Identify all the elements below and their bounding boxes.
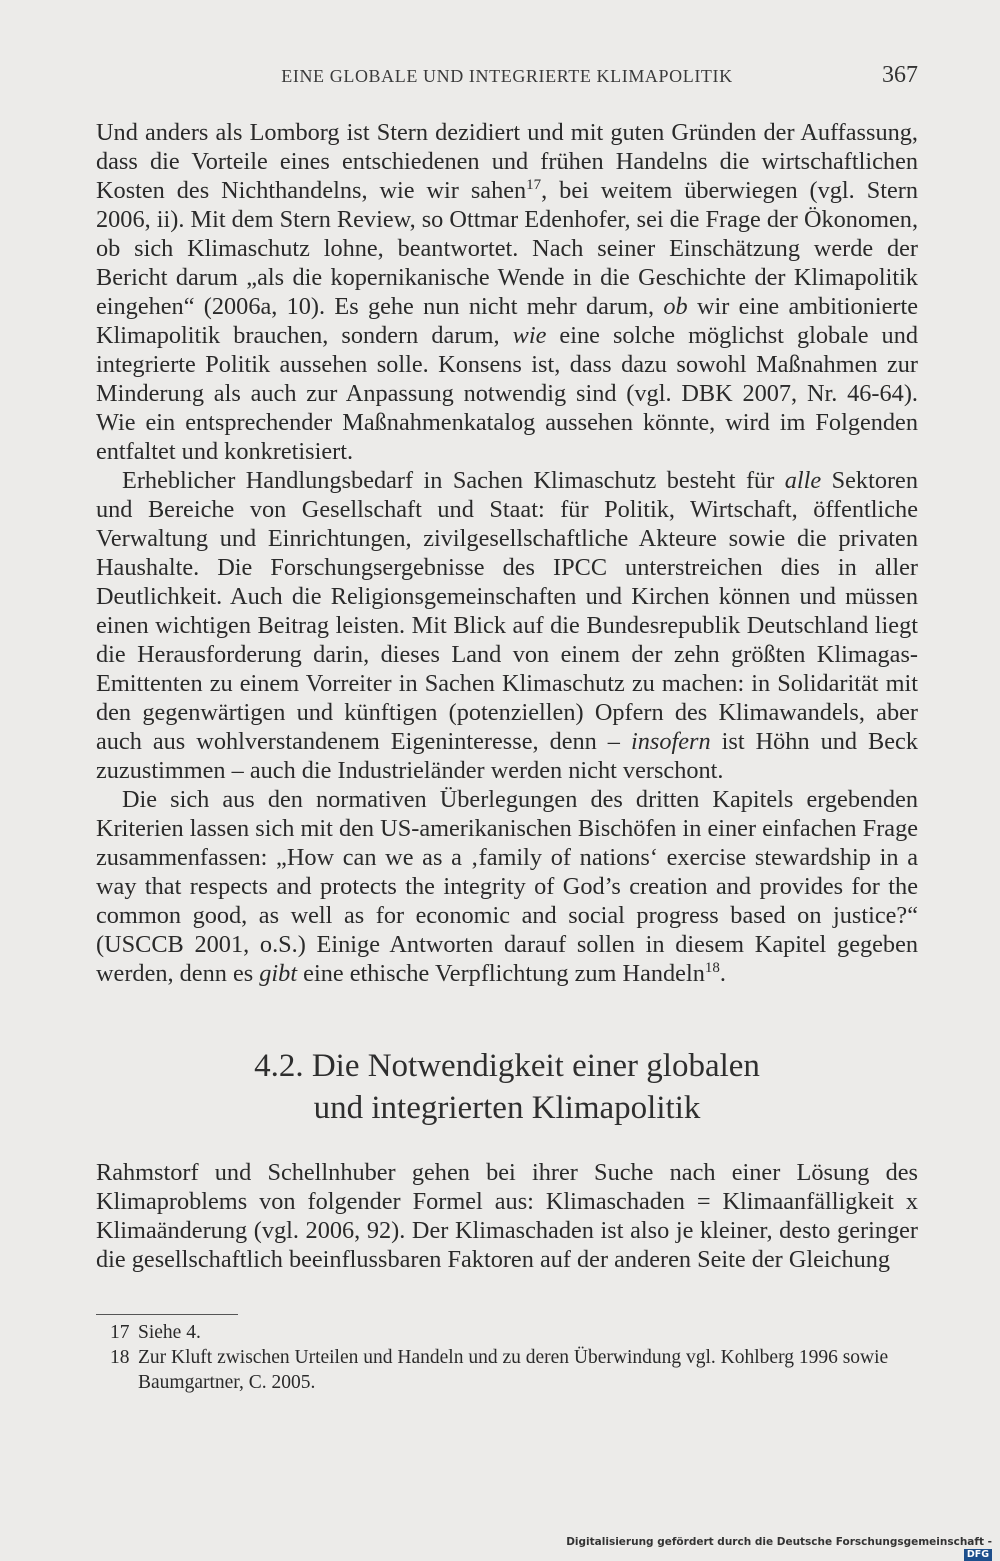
footnote-number: 18 [110, 1347, 130, 1368]
emphasis: insofern [630, 728, 711, 755]
paragraph: Die sich aus den normativen Überlegungen des dritten Kapitels ergebenden Kriterien lassen sich mit den US-amerikanischen Bischöfen in einer einfachen Frage zusammenfassen: „How can we as a ‚family of nations‘ exercise stewardship in a way that respects and protects the integrity of God’s creation and provides for the common good, as well as for economic and social progress based on justice?“ (USCCB 2001, o.S.) Einige Antworten darauf sollen in diesem Kapitel gegeben werden, denn es gibt eine ethische Verpflichtung zum Handeln$^{18}$. [96, 786, 918, 987]
emphasis: gibt [259, 960, 298, 987]
footnote-number: 17 [110, 1322, 130, 1343]
footnote-ref: 17 [526, 176, 542, 193]
footnotes [96, 1320, 918, 1395]
footnote [96, 1345, 918, 1395]
body-text [96, 118, 918, 988]
footnote-text: Zur Kluft zwischen Urteilen und Handeln und zu deren Überwindung vgl. Kohlberg 1996 sowie Baumgartner, C. 2005. [138, 1347, 889, 1393]
body-text-continued [96, 1158, 918, 1274]
paragraph: Erheblicher Handlungsbedarf in Sachen Klimaschutz besteht für alle Sektoren und Bereiche von Gesellschaft und Staat: für Politik, Wirtschaft, öffentliche Verwaltung und Einrichtungen, zivilgesellschaftliche Akteure sowie die privaten Haushalte. Die Forschungsergebnisse des IPCC unterstreichen dies in aller Deutlichkeit. Auch die Religionsgemeinschaften und Kirchen können und müssen einen wichtigen Beitrag leisten. Mit Blick auf die Bundesrepublik Deutschland liegt die Herausforderung darin, dieses Land von einem der zehn größten Klimagas-Emittenten zu einem Vorreiter in Sachen Klimaschutz zu machen: in Solidarität mit den gegenwärtigen und künftigen (potenziellen) Opfern des Klimawandels, aber auch aus wohlverstandenem Eigeninteresse, denn – insofern ist Höhn und Beck zuzustimmen – auch die Industrieländer werden nicht verschont. [96, 467, 918, 784]
paragraph: Und anders als Lomborg ist Stern dezidiert und mit guten Gründen der Auffassung, dass die Vorteile eines entschiedenen und frühen Handelns die wirtschaftlichen Kosten des Nichthandelns, wie wir sahen$^{17}$, bei weitem überwiegen (vgl. Stern 2006, ii). Mit dem Stern Review, so Ottmar Edenhofer, sei die Frage der Ökonomen, ob sich Klimaschutz lohne, beantwortet. Nach seiner Einschätzung werde der Bericht darum „als die kopernikanische Wende in die Geschichte der Klimapolitik eingehen“ (2006a, 10). Es gehe nun nicht mehr darum, ob wir eine ambitionierte Klimapolitik brauchen, sondern darum, wie eine solche möglichst globale und integrierte Politik aussehen solle. Konsens ist, dass dazu sowohl Maßnahmen zur Minderung als auch zur Anpassung notwendig sind (vgl. DBK 2007, Nr. 46-64). Wie ein entsprechender Maßnahmenkatalog aussehen könnte, wird im Folgenden entfaltet und konkretisiert. [96, 119, 919, 465]
page-header [96, 62, 918, 92]
footnote [96, 1320, 918, 1345]
emphasis: wie [512, 322, 547, 349]
section-heading-line: 4.2. Die Notwendigkeit einer globalen [254, 1048, 760, 1084]
digitization-text: Digitalisierung gefördert durch die Deutsche Forschungsgemeinschaft - [566, 1536, 992, 1548]
page-number: 367 [882, 62, 918, 88]
section-heading-line: und integrierten Klimapolitik [313, 1090, 701, 1126]
dfg-logo: DFG [964, 1549, 992, 1561]
digitization-note [560, 1536, 992, 1560]
emphasis: alle [784, 467, 822, 494]
section-heading [96, 1045, 918, 1129]
footnote-rule [96, 1314, 238, 1315]
running-head: EINE GLOBALE UND INTEGRIERTE KLIMAPOLITIK [281, 66, 733, 86]
footnote-ref: 18 [704, 959, 720, 976]
footnote-text: Siehe 4. [138, 1322, 201, 1343]
emphasis: ob [663, 293, 688, 320]
paragraph: Rahmstorf und Schellnhuber gehen bei ihrer Suche nach einer Lösung des Klimaproblems von folgender Formel aus: Klimaschaden = Klimaanfälligkeit x Klimaänderung (vgl. 2006, 92). Der Klimaschaden ist also je kleiner, desto geringer die gesellschaftlich beeinflussbaren Faktoren auf der anderen Seite der Gleichung [96, 1159, 918, 1273]
